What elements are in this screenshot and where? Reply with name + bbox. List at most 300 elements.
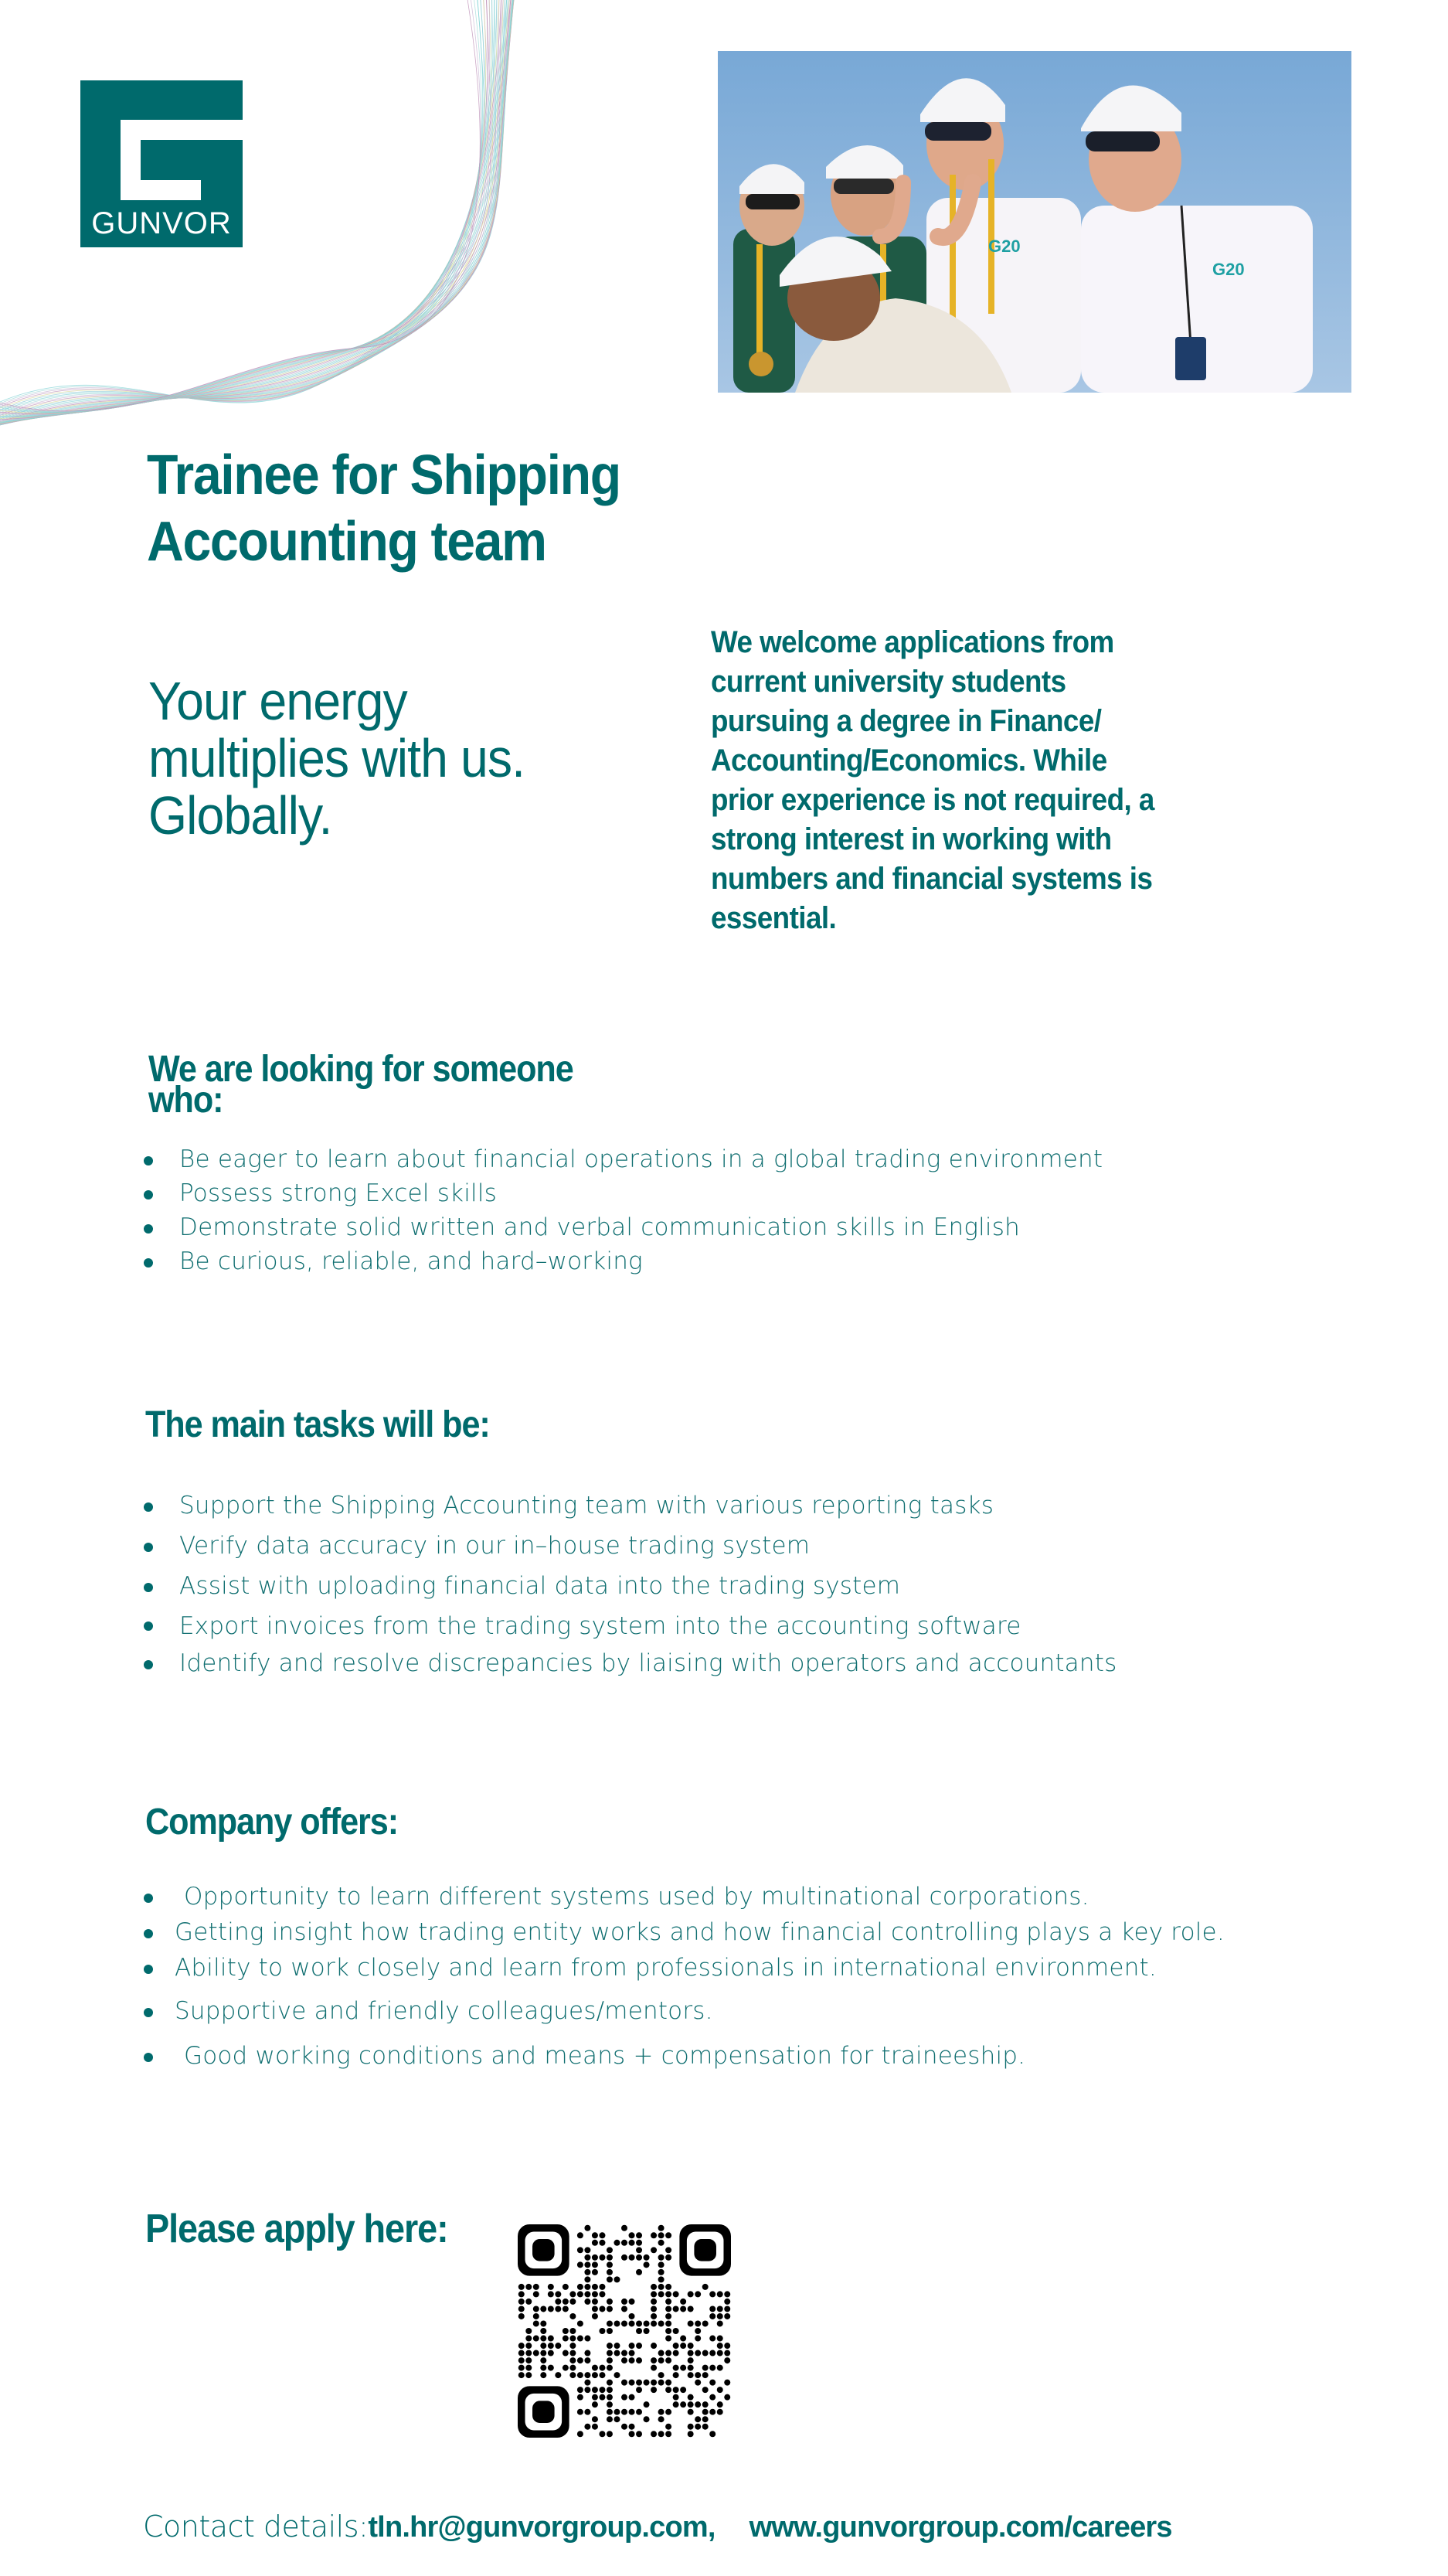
contact-email-link[interactable]: tln.hr@gunvorgroup.com, <box>368 2511 716 2544</box>
qr-module <box>724 2313 730 2319</box>
qr-module <box>644 2380 650 2386</box>
qr-module <box>651 2247 657 2253</box>
wave-line <box>0 0 495 417</box>
wave-line <box>0 0 505 421</box>
qr-module <box>569 2365 576 2371</box>
qr-module <box>548 2305 554 2312</box>
qr-module <box>577 2394 583 2401</box>
offers-heading: Company offers: <box>145 1802 399 1843</box>
qr-module <box>680 2401 686 2408</box>
qr-module <box>607 2350 613 2357</box>
qr-module <box>629 2350 635 2357</box>
qr-module <box>569 2343 576 2349</box>
intro-line: prior experience is not required, a <box>711 783 1154 817</box>
qr-module <box>592 2261 598 2268</box>
qr-module <box>533 2320 539 2326</box>
qr-module <box>724 2357 730 2363</box>
qr-module <box>644 2401 650 2408</box>
qr-module <box>717 2320 723 2326</box>
qr-module <box>599 2284 605 2290</box>
qr-module <box>717 2350 723 2357</box>
qr-module <box>702 2387 709 2393</box>
qr-module <box>717 2313 723 2319</box>
qr-module <box>658 2284 665 2290</box>
qr-module <box>665 2320 671 2326</box>
qr-module <box>607 2254 613 2261</box>
qr-module <box>688 2431 694 2437</box>
qr-module <box>709 2336 716 2342</box>
qr-module <box>592 2365 598 2371</box>
qr-module <box>665 2387 671 2393</box>
list-item-text: Ability to work closely and learn from professionals in international environment. <box>175 1954 1157 1982</box>
qr-module <box>673 2394 679 2401</box>
qr-module <box>577 2431 583 2437</box>
wave-line <box>0 0 514 424</box>
qr-module <box>592 2299 598 2305</box>
qr-module <box>658 2416 665 2422</box>
qr-module <box>540 2343 546 2349</box>
job-title-line-1: Trainee for Shipping <box>147 444 620 506</box>
qr-module <box>644 2254 650 2261</box>
qr-module <box>518 2357 525 2363</box>
qr-module <box>569 2291 576 2297</box>
qr-module <box>569 2336 576 2342</box>
bullet-icon <box>144 1660 153 1669</box>
wave-line <box>0 0 514 425</box>
qr-module <box>584 2284 590 2290</box>
list-item-text: Export invoices from the trading system into the accounting software <box>179 1612 1021 1640</box>
qr-module <box>709 2305 716 2312</box>
qr-module <box>533 2336 539 2342</box>
qr-module <box>665 2247 671 2253</box>
qr-module <box>665 2350 671 2357</box>
qr-module <box>607 2357 613 2363</box>
list-item-text: Identify and resolve discrepancies by liaising with operators and accountants <box>179 1649 1117 1677</box>
qr-module <box>584 2372 590 2378</box>
tasks-heading: The main tasks will be: <box>145 1404 490 1445</box>
tagline-line-3: Globally. <box>148 785 332 846</box>
qr-module <box>607 2409 613 2415</box>
qr-module <box>584 2299 590 2305</box>
qr-module <box>592 2424 598 2430</box>
qr-finder-bottom-left <box>518 2386 569 2438</box>
qr-module <box>665 2424 671 2430</box>
qr-module <box>584 2424 590 2430</box>
qr-code-graphic[interactable] <box>518 2224 731 2438</box>
wave-line <box>0 0 485 403</box>
qr-module <box>592 2416 598 2422</box>
qr-module <box>555 2291 561 2297</box>
qr-module <box>717 2409 723 2415</box>
list-item <box>144 1485 1117 1526</box>
qr-module <box>533 2305 539 2312</box>
qr-module <box>629 2299 635 2305</box>
qr-module <box>533 2313 539 2319</box>
qr-module <box>665 2232 671 2238</box>
intro-line: pursuing a degree in Finance/ <box>711 704 1102 738</box>
qr-module <box>540 2336 546 2342</box>
qr-module <box>577 2291 583 2297</box>
offers-list <box>144 1879 1225 2074</box>
list-item-text: Supportive and friendly colleagues/mentors. <box>175 1997 713 2025</box>
qr-module <box>629 2424 635 2430</box>
wave-line <box>0 0 501 420</box>
wave-line <box>0 0 491 407</box>
qr-module <box>607 2305 613 2312</box>
qr-module <box>569 2299 576 2305</box>
qr-module <box>548 2343 554 2349</box>
qr-module <box>651 2380 657 2386</box>
qr-module <box>584 2409 590 2415</box>
wave-line <box>0 0 497 413</box>
qr-module <box>665 2409 671 2415</box>
qr-module <box>563 2365 569 2371</box>
qr-module <box>658 2357 665 2363</box>
qr-module <box>607 2394 613 2401</box>
qr-module <box>525 2357 532 2363</box>
qr-module <box>673 2401 679 2408</box>
qr-module <box>607 2401 613 2408</box>
qr-module <box>688 2365 694 2371</box>
intro-line: strong interest in working with <box>711 822 1112 856</box>
qr-module <box>695 2336 701 2342</box>
qr-module <box>555 2343 561 2349</box>
qr-finder-top-left <box>518 2224 569 2276</box>
qr-module <box>599 2372 605 2378</box>
bullet-icon <box>144 1543 153 1552</box>
qr-module <box>607 2320 613 2326</box>
wave-line <box>0 0 514 424</box>
qr-module <box>688 2291 694 2297</box>
qr-module <box>577 2336 583 2342</box>
qr-module <box>563 2284 569 2290</box>
qr-module <box>709 2350 716 2357</box>
qr-module <box>636 2380 642 2386</box>
qr-module <box>548 2336 554 2342</box>
qr-module <box>658 2269 665 2275</box>
qr-module <box>621 2320 627 2326</box>
qr-module <box>599 2291 605 2297</box>
qr-module <box>717 2365 723 2371</box>
qr-module <box>607 2247 613 2253</box>
qr-module <box>636 2343 642 2349</box>
qr-module <box>621 2394 627 2401</box>
qr-module <box>644 2261 650 2268</box>
qr-module <box>695 2372 701 2378</box>
qr-module <box>636 2247 642 2253</box>
qr-module <box>621 2357 627 2363</box>
list-item <box>144 1879 1225 1914</box>
qr-module <box>658 2225 665 2231</box>
qr-module <box>525 2284 532 2290</box>
list-item-text: Be curious, reliable, and hard–working <box>179 1247 643 1275</box>
qr-finder-top-right <box>679 2224 731 2276</box>
qr-module <box>724 2380 730 2386</box>
qr-module <box>709 2365 716 2371</box>
wave-line <box>0 0 489 405</box>
qr-module <box>651 2299 657 2305</box>
wave-line <box>0 0 493 408</box>
qr-module <box>569 2328 576 2334</box>
list-item <box>144 1244 1103 1278</box>
qr-module <box>525 2328 532 2334</box>
qr-module <box>673 2365 679 2371</box>
qr-module <box>518 2305 525 2312</box>
wave-line <box>0 0 495 410</box>
qr-module <box>607 2328 613 2334</box>
list-item-text: Support the Shipping Accounting team with various reporting tasks <box>179 1492 994 1519</box>
bullet-icon <box>144 1224 153 1234</box>
qr-module <box>658 2291 665 2297</box>
qr-module <box>636 2357 642 2363</box>
bullet-icon <box>144 1929 153 1938</box>
qr-module <box>636 2320 642 2326</box>
intro-line: current university students <box>711 665 1066 699</box>
qr-module <box>592 2269 598 2275</box>
qr-module <box>629 2409 635 2415</box>
wave-line <box>0 0 507 419</box>
qr-module <box>673 2305 679 2312</box>
qr-module <box>680 2387 686 2393</box>
qr-module <box>717 2401 723 2408</box>
qr-module <box>577 2357 583 2363</box>
wave-line <box>0 0 514 425</box>
wave-line <box>0 0 499 414</box>
list-item <box>144 1643 1117 1683</box>
qr-module <box>540 2350 546 2357</box>
hero-photo <box>718 51 1351 393</box>
qr-module <box>540 2320 546 2326</box>
qr-module <box>621 2305 627 2312</box>
qr-module <box>569 2372 576 2378</box>
qr-module <box>636 2409 642 2415</box>
qr-module <box>607 2299 613 2305</box>
qr-module <box>702 2409 709 2415</box>
qr-module <box>644 2416 650 2422</box>
qr-module <box>651 2320 657 2326</box>
qr-module <box>665 2291 671 2297</box>
qr-module <box>651 2305 657 2312</box>
qr-module <box>688 2401 694 2408</box>
wave-line <box>0 0 511 424</box>
qr-module <box>599 2305 605 2312</box>
list-item-text: Demonstrate solid written and verbal communication skills in English <box>179 1213 1020 1241</box>
qr-module <box>629 2313 635 2319</box>
qr-module <box>658 2240 665 2246</box>
qr-module <box>665 2299 671 2305</box>
wave-line <box>0 0 488 403</box>
qr-module <box>533 2291 539 2297</box>
qr-module <box>614 2350 620 2357</box>
qr-module <box>688 2320 694 2326</box>
qr-module <box>614 2320 620 2326</box>
qr-module <box>607 2343 613 2349</box>
qr-module <box>717 2336 723 2342</box>
requirements-list <box>144 1142 1103 1278</box>
qr-module <box>724 2350 730 2357</box>
qr-module <box>665 2336 671 2342</box>
gunvor-logo <box>80 80 243 247</box>
qr-module <box>621 2350 627 2357</box>
qr-module <box>695 2401 701 2408</box>
qr-module <box>695 2320 701 2326</box>
list-item-text: Good working conditions and means + compensation for traineeship. <box>184 2042 1026 2070</box>
qr-module <box>636 2328 642 2334</box>
bullet-icon <box>144 1583 153 1592</box>
qr-module <box>717 2291 723 2297</box>
wave-line <box>0 0 501 415</box>
wave-line <box>0 0 503 420</box>
qr-module <box>614 2343 620 2349</box>
wave-line <box>0 0 507 422</box>
qr-module <box>636 2387 642 2393</box>
intro-line: essential. <box>711 901 837 935</box>
qr-module <box>658 2380 665 2386</box>
qr-module <box>592 2401 598 2408</box>
qr-module <box>563 2299 569 2305</box>
qr-module <box>592 2313 598 2319</box>
qr-module <box>724 2305 730 2312</box>
qr-module <box>584 2387 590 2393</box>
qr-module <box>518 2313 525 2319</box>
qr-module <box>658 2372 665 2378</box>
qr-module <box>673 2372 679 2378</box>
shirt-logo: G20 <box>988 237 1021 256</box>
qr-module <box>702 2416 709 2422</box>
qr-module <box>651 2232 657 2238</box>
qr-module <box>525 2299 532 2305</box>
qr-module <box>709 2394 716 2401</box>
wave-line <box>0 0 513 424</box>
qr-module <box>599 2365 605 2371</box>
wave-line <box>0 0 513 425</box>
qr-module <box>577 2247 583 2253</box>
qr-module <box>584 2350 590 2357</box>
qr-module <box>584 2261 590 2268</box>
wave-line <box>0 0 497 417</box>
qr-module <box>651 2387 657 2393</box>
bullet-icon <box>144 1258 153 1268</box>
qr-module <box>651 2431 657 2437</box>
tagline <box>148 672 660 844</box>
qr-module <box>592 2291 598 2297</box>
qr-module <box>629 2232 635 2238</box>
qr-module <box>658 2409 665 2415</box>
qr-module <box>577 2320 583 2326</box>
qr-module <box>680 2305 686 2312</box>
qr-module <box>688 2357 694 2363</box>
qr-module <box>651 2291 657 2297</box>
list-item-text: Verify data accuracy in our in–house trading system <box>179 1532 811 1560</box>
qr-module <box>540 2305 546 2312</box>
qr-module <box>688 2424 694 2430</box>
qr-code-icon[interactable] <box>518 2224 731 2438</box>
qr-module <box>702 2365 709 2371</box>
logo-g-bottom-stroke <box>121 180 201 200</box>
qr-module <box>518 2372 525 2378</box>
qr-module <box>695 2291 701 2297</box>
qr-module <box>599 2240 605 2246</box>
shirt-logo-right: G20 <box>1212 260 1245 279</box>
qr-module <box>569 2350 576 2357</box>
qr-module <box>548 2291 554 2297</box>
qr-module <box>584 2336 590 2342</box>
qr-module <box>658 2350 665 2357</box>
qr-module <box>577 2387 583 2393</box>
qr-module <box>629 2320 635 2326</box>
careers-website-link[interactable]: www.gunvorgroup.com/careers <box>749 2511 1172 2544</box>
wave-line <box>0 0 492 415</box>
qr-module <box>614 2416 620 2422</box>
qr-module <box>584 2380 590 2386</box>
list-item <box>144 1950 1225 1986</box>
qr-module <box>569 2313 576 2319</box>
qr-module <box>673 2350 679 2357</box>
wave-line <box>0 0 499 419</box>
list-item <box>144 2038 1225 2074</box>
qr-module <box>629 2240 635 2246</box>
qr-module <box>665 2313 671 2319</box>
qr-module <box>688 2350 694 2357</box>
qr-module <box>636 2232 642 2238</box>
qr-module <box>702 2284 709 2290</box>
wave-line <box>0 0 511 422</box>
requirements-heading <box>148 1049 573 1121</box>
wave-line <box>0 0 514 425</box>
wave-line <box>0 0 490 414</box>
qr-module <box>702 2424 709 2430</box>
qr-module <box>607 2365 613 2371</box>
qr-module <box>724 2291 730 2297</box>
qr-module <box>577 2372 583 2378</box>
qr-module <box>548 2365 554 2371</box>
qr-module <box>651 2343 657 2349</box>
contact-label: Contact details: <box>143 2510 369 2544</box>
qr-module <box>673 2291 679 2297</box>
qr-module <box>658 2276 665 2282</box>
list-item <box>144 1526 1117 1566</box>
qr-module <box>614 2240 620 2246</box>
qr-module <box>688 2343 694 2349</box>
qr-module <box>680 2365 686 2371</box>
list-item-text: Be eager to learn about financial operations in a global trading environment <box>179 1145 1103 1173</box>
requirements-heading-line-2: who: <box>148 1080 223 1121</box>
qr-module <box>717 2387 723 2393</box>
qr-module <box>709 2409 716 2415</box>
bullet-icon <box>144 1894 153 1903</box>
wave-line <box>0 0 508 420</box>
qr-module <box>614 2372 620 2378</box>
qr-module <box>702 2372 709 2378</box>
wave-line <box>0 0 512 425</box>
qr-module <box>688 2372 694 2378</box>
qr-module <box>599 2394 605 2401</box>
qr-module <box>548 2350 554 2357</box>
intro-line: numbers and financial systems is <box>711 862 1153 896</box>
qr-module <box>577 2409 583 2415</box>
qr-module <box>592 2394 598 2401</box>
qr-module <box>636 2240 642 2246</box>
qr-module <box>651 2365 657 2371</box>
list-item <box>144 1606 1117 1643</box>
qr-module <box>621 2380 627 2386</box>
qr-module <box>709 2291 716 2297</box>
bullet-icon <box>144 1502 153 1512</box>
qr-module <box>629 2394 635 2401</box>
qr-module <box>665 2431 671 2437</box>
wave-line <box>0 0 509 424</box>
bullet-icon <box>144 1156 153 1165</box>
